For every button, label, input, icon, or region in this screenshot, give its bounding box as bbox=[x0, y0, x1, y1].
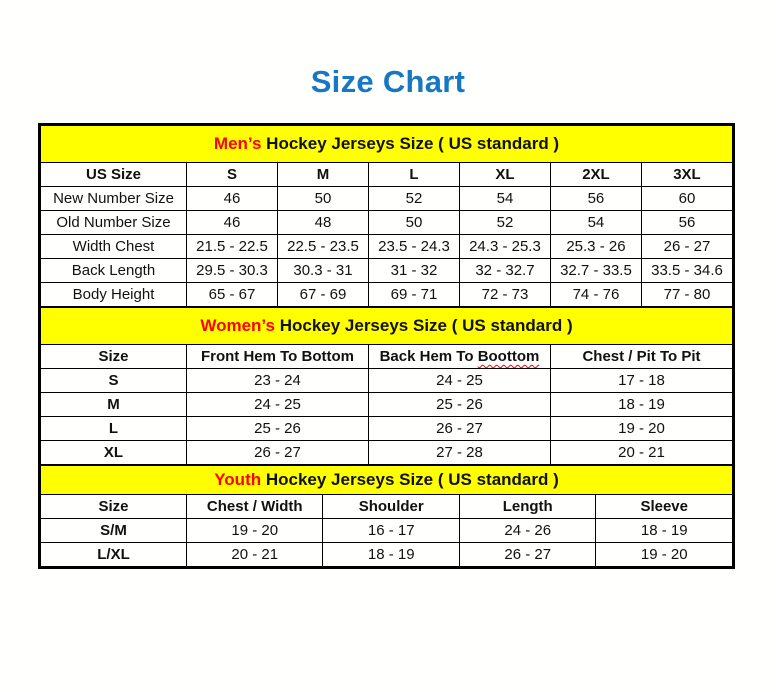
cell-value: 22.5 - 23.5 bbox=[278, 235, 369, 259]
column-header: Size bbox=[41, 345, 187, 369]
cell-value: 46 bbox=[187, 211, 278, 235]
back-hem-typo: Boottom bbox=[477, 348, 540, 365]
size-chart-table bbox=[38, 123, 735, 569]
column-header: L bbox=[368, 163, 459, 187]
youth-size-table bbox=[40, 465, 733, 567]
table-row bbox=[41, 441, 733, 465]
youth-header-row bbox=[41, 495, 733, 519]
table-row bbox=[41, 369, 733, 393]
cell-value: 23 - 24 bbox=[187, 369, 369, 393]
cell-value: 16 - 17 bbox=[323, 519, 459, 543]
row-label: Back Length bbox=[41, 259, 187, 283]
cell-value: 24.3 - 25.3 bbox=[459, 235, 550, 259]
cell-value: 24 - 25 bbox=[368, 369, 550, 393]
table-row bbox=[41, 211, 733, 235]
cell-value: 25.3 - 26 bbox=[550, 235, 641, 259]
row-label: XL bbox=[41, 441, 187, 465]
cell-value: 18 - 19 bbox=[550, 393, 732, 417]
column-header: Front Hem To Bottom bbox=[187, 345, 369, 369]
column-header: Sleeve bbox=[596, 495, 733, 519]
womens-band-rest: Hockey Jerseys Size ( US standard ) bbox=[274, 316, 573, 335]
row-label: L bbox=[41, 417, 187, 441]
table-row bbox=[41, 235, 733, 259]
cell-value: 67 - 69 bbox=[278, 283, 369, 307]
column-header: S bbox=[187, 163, 278, 187]
row-label: S/M bbox=[41, 519, 187, 543]
cell-value: 72 - 73 bbox=[459, 283, 550, 307]
column-header: M bbox=[278, 163, 369, 187]
mens-section-band bbox=[41, 126, 733, 163]
row-label: S bbox=[41, 369, 187, 393]
column-header: Shoulder bbox=[323, 495, 459, 519]
cell-value: 32 - 32.7 bbox=[459, 259, 550, 283]
cell-value: 30.3 - 31 bbox=[278, 259, 369, 283]
womens-section-band bbox=[41, 308, 733, 345]
row-label: New Number Size bbox=[41, 187, 187, 211]
cell-value: 19 - 20 bbox=[596, 543, 733, 567]
cell-value: 26 - 27 bbox=[368, 417, 550, 441]
womens-section-title bbox=[41, 308, 733, 345]
youth-section-band bbox=[41, 466, 733, 495]
cell-value: 52 bbox=[368, 187, 459, 211]
column-header: Size bbox=[41, 495, 187, 519]
cell-value: 52 bbox=[459, 211, 550, 235]
table-row bbox=[41, 259, 733, 283]
cell-value: 69 - 71 bbox=[368, 283, 459, 307]
column-header: 3XL bbox=[641, 163, 732, 187]
cell-value: 54 bbox=[550, 211, 641, 235]
cell-value: 20 - 21 bbox=[187, 543, 323, 567]
cell-value: 60 bbox=[641, 187, 732, 211]
cell-value: 56 bbox=[550, 187, 641, 211]
cell-value: 74 - 76 bbox=[550, 283, 641, 307]
cell-value: 24 - 25 bbox=[187, 393, 369, 417]
cell-value: 29.5 - 30.3 bbox=[187, 259, 278, 283]
cell-value: 20 - 21 bbox=[550, 441, 732, 465]
cell-value: 19 - 20 bbox=[550, 417, 732, 441]
table-row bbox=[41, 519, 733, 543]
youth-band-rest: Hockey Jerseys Size ( US standard ) bbox=[261, 470, 559, 489]
table-row bbox=[41, 417, 733, 441]
cell-value: 32.7 - 33.5 bbox=[550, 259, 641, 283]
cell-value: 26 - 27 bbox=[459, 543, 595, 567]
mens-section-title bbox=[41, 126, 733, 163]
mens-size-table bbox=[40, 125, 733, 307]
cell-value: 23.5 - 24.3 bbox=[368, 235, 459, 259]
table-row bbox=[41, 393, 733, 417]
mens-highlight: Men’s bbox=[213, 134, 262, 153]
cell-value: 33.5 - 34.6 bbox=[641, 259, 732, 283]
cell-value: 27 - 28 bbox=[368, 441, 550, 465]
cell-value: 19 - 20 bbox=[187, 519, 323, 543]
row-label: Width Chest bbox=[41, 235, 187, 259]
row-label: Body Height bbox=[41, 283, 187, 307]
cell-value: 65 - 67 bbox=[187, 283, 278, 307]
womens-header-row bbox=[41, 345, 733, 369]
column-header-misspelled bbox=[368, 345, 550, 369]
youth-section-title bbox=[41, 466, 733, 495]
table-row bbox=[41, 283, 733, 307]
mens-band-rest: Hockey Jerseys Size ( US standard ) bbox=[261, 134, 560, 153]
womens-highlight: Women’s bbox=[200, 316, 275, 335]
column-header: Chest / Pit To Pit bbox=[550, 345, 732, 369]
table-row bbox=[41, 187, 733, 211]
page-title: Size Chart bbox=[310, 64, 466, 99]
row-label: Old Number Size bbox=[41, 211, 187, 235]
table-row bbox=[41, 543, 733, 567]
cell-value: 17 - 18 bbox=[550, 369, 732, 393]
cell-value: 18 - 19 bbox=[596, 519, 733, 543]
cell-value: 50 bbox=[278, 187, 369, 211]
row-label: L/XL bbox=[41, 543, 187, 567]
cell-value: 25 - 26 bbox=[187, 417, 369, 441]
cell-value: 56 bbox=[641, 211, 732, 235]
cell-value: 46 bbox=[187, 187, 278, 211]
cell-value: 26 - 27 bbox=[641, 235, 732, 259]
cell-value: 48 bbox=[278, 211, 369, 235]
youth-highlight: Youth bbox=[214, 470, 262, 489]
column-header: US Size bbox=[41, 163, 187, 187]
column-header: XL bbox=[459, 163, 550, 187]
cell-value: 18 - 19 bbox=[323, 543, 459, 567]
column-header: Chest / Width bbox=[187, 495, 323, 519]
cell-value: 31 - 32 bbox=[368, 259, 459, 283]
column-header: Length bbox=[459, 495, 595, 519]
cell-value: 21.5 - 22.5 bbox=[187, 235, 278, 259]
mens-header-row bbox=[41, 163, 733, 187]
cell-value: 54 bbox=[459, 187, 550, 211]
cell-value: 26 - 27 bbox=[187, 441, 369, 465]
womens-size-table bbox=[40, 307, 733, 465]
cell-value: 50 bbox=[368, 211, 459, 235]
back-hem-prefix: Back Hem To bbox=[379, 348, 478, 365]
cell-value: 77 - 80 bbox=[641, 283, 732, 307]
cell-value: 25 - 26 bbox=[368, 393, 550, 417]
cell-value: 24 - 26 bbox=[459, 519, 595, 543]
row-label: M bbox=[41, 393, 187, 417]
column-header: 2XL bbox=[550, 163, 641, 187]
